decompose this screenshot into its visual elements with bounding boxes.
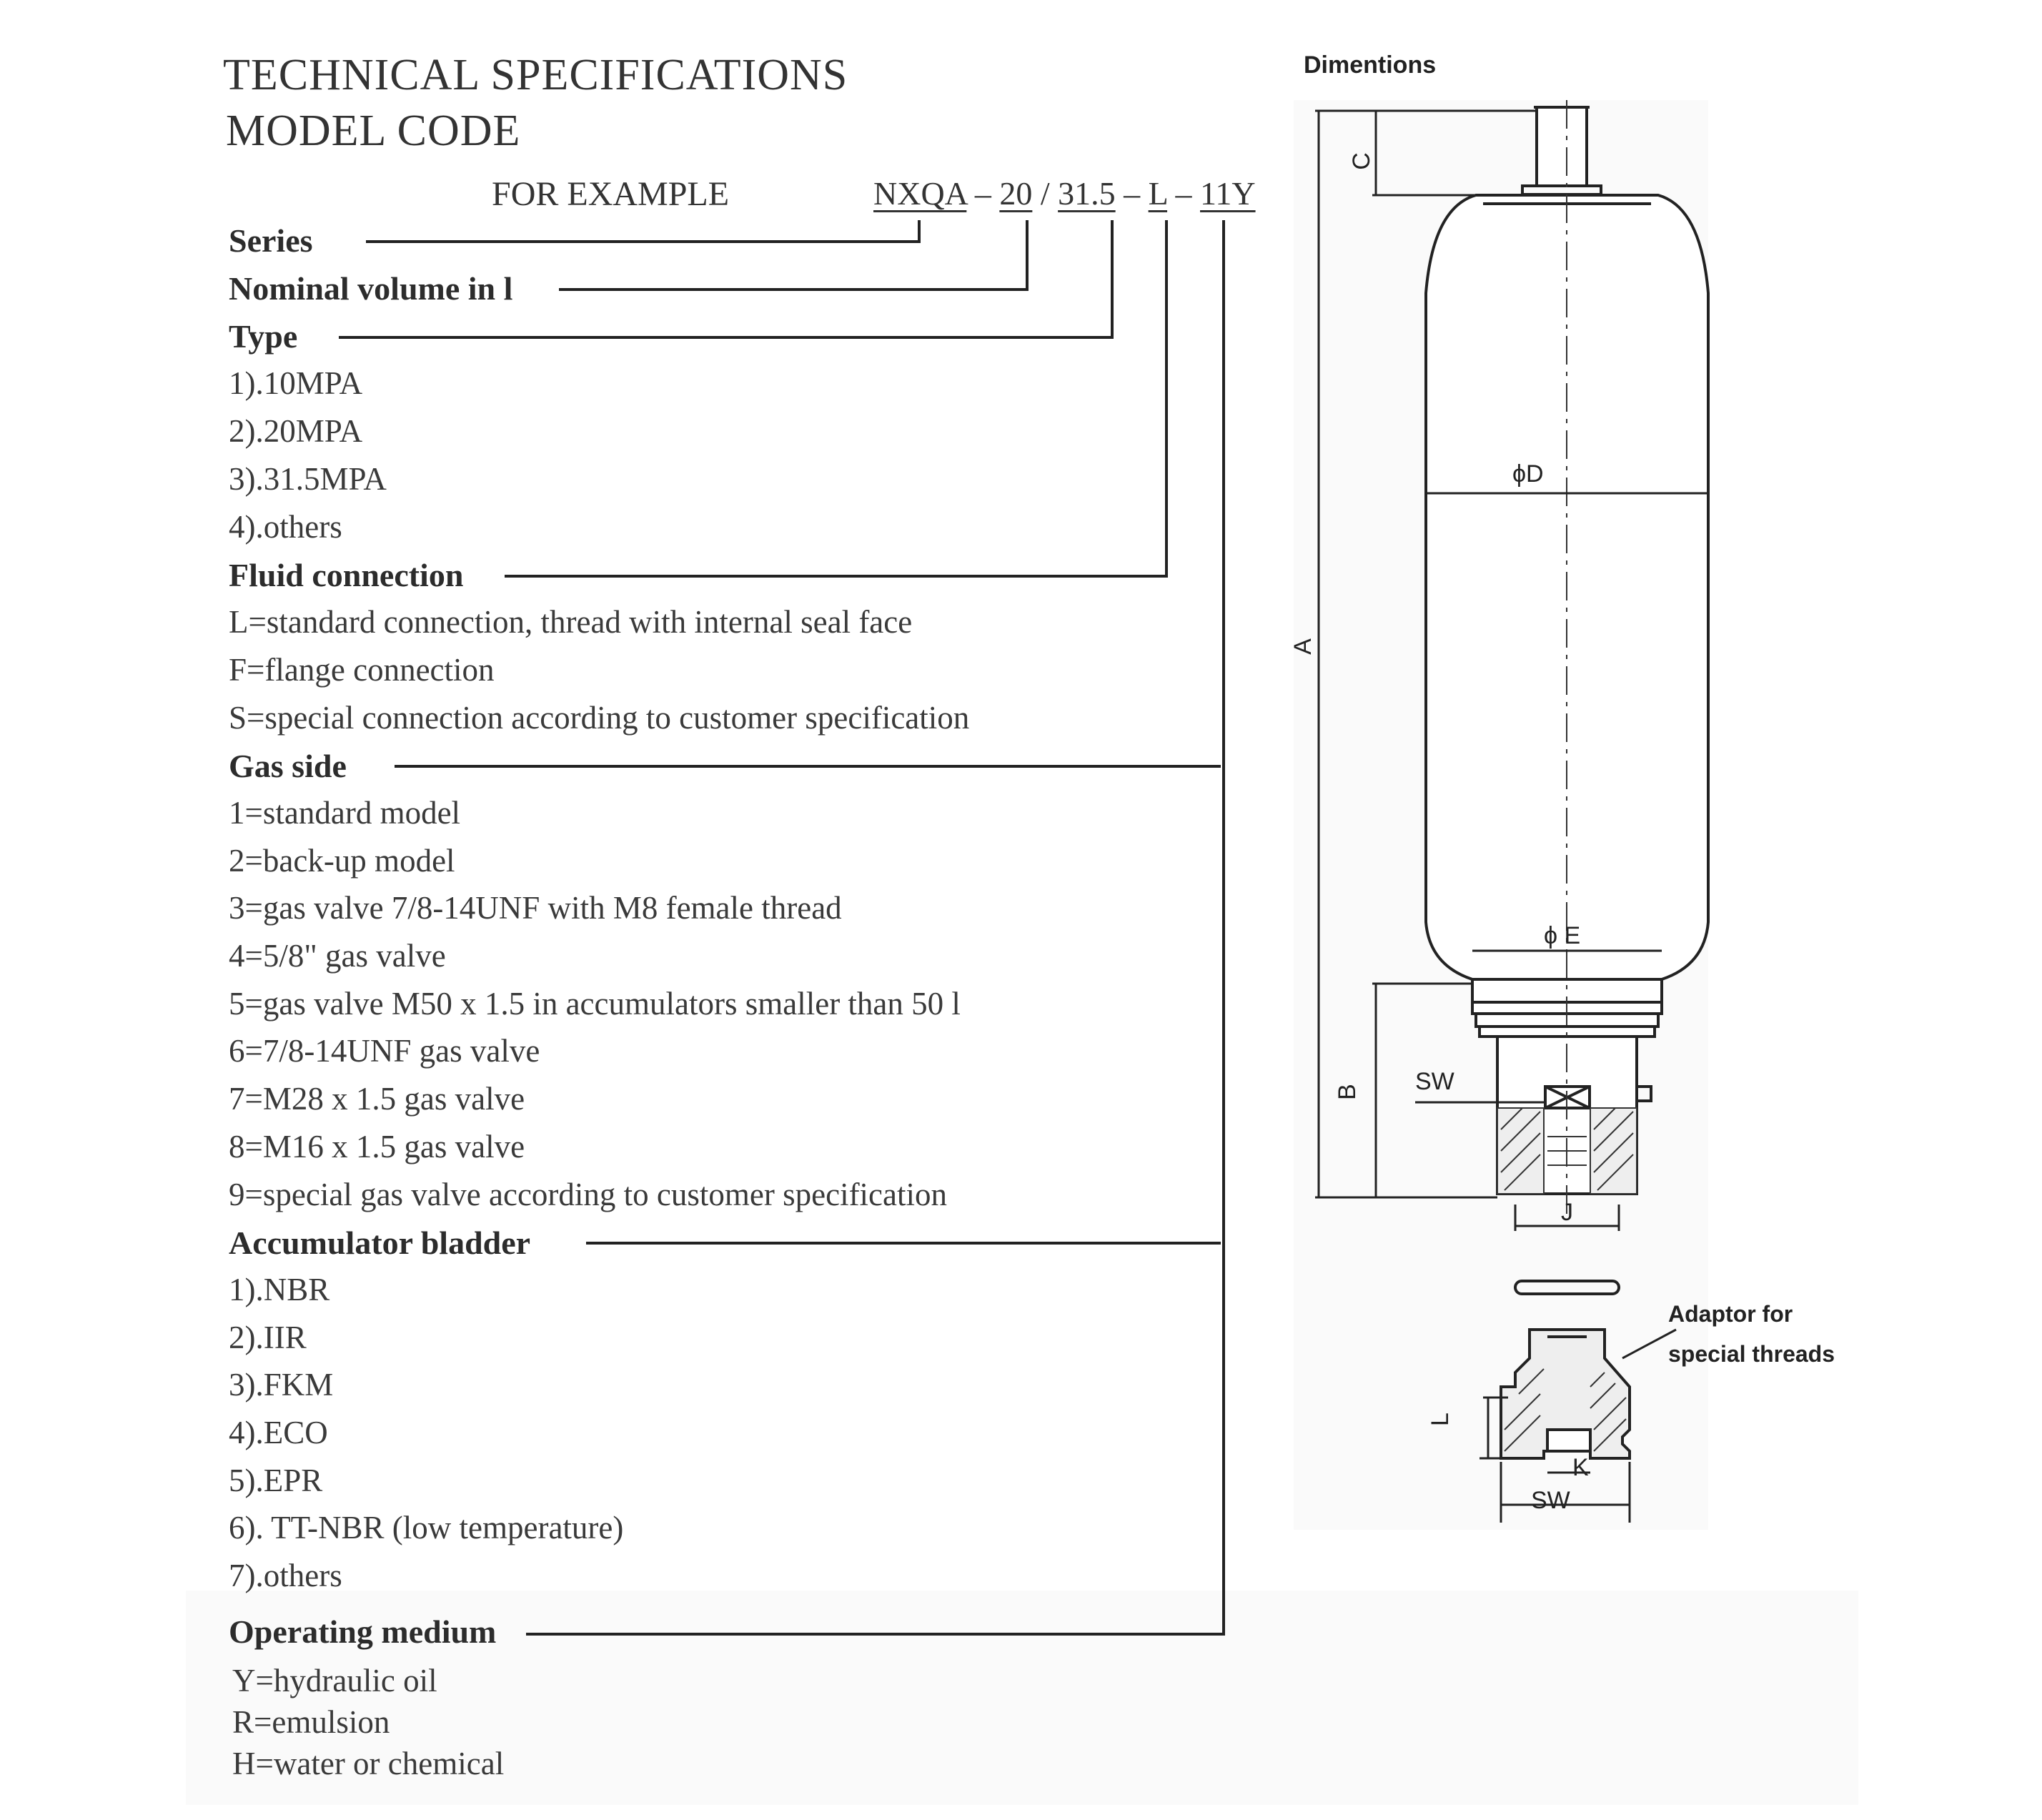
fluid-option: F=flange connection <box>229 652 495 688</box>
medium-option: H=water or chemical <box>232 1746 505 1781</box>
code-gas-bladder-medium: 11Y <box>1200 175 1256 212</box>
gas-option: 2=back-up model <box>229 843 455 879</box>
bladder-option: 2).IIR <box>229 1320 307 1355</box>
dim-label-c: C <box>1347 152 1375 170</box>
code-series: NXQA <box>873 175 967 212</box>
bladder-option: 7).others <box>229 1558 342 1593</box>
gas-valve-stem <box>1537 107 1587 186</box>
dim-label-l: L <box>1426 1413 1454 1426</box>
valve-collar <box>1522 186 1601 194</box>
fluid-option: L=standard connection, thread with internal seal face <box>229 604 913 640</box>
bladder-option: 5).EPR <box>229 1463 323 1498</box>
dim-label-d: ϕD <box>1512 460 1544 488</box>
dim-label-a: A <box>1289 638 1317 655</box>
adaptor-note-line2: special threads <box>1668 1341 1835 1367</box>
gas-heading: Gas side <box>229 748 347 784</box>
gas-option: 6=7/8-14UNF gas valve <box>229 1033 540 1069</box>
code-sep-3: – <box>1175 175 1192 212</box>
bladder-option: 3).FKM <box>229 1367 334 1403</box>
type-option: 3).31.5MPA <box>229 461 387 497</box>
adaptor-note-line1: Adaptor for <box>1668 1301 1793 1327</box>
gas-option: 4=5/8" gas valve <box>229 938 446 974</box>
code-slash: / <box>1040 175 1050 212</box>
leader-fluid <box>505 220 1166 576</box>
medium-heading: Operating medium <box>229 1613 497 1650</box>
dim-label-b: B <box>1333 1084 1361 1100</box>
dim-label-k: K <box>1572 1454 1589 1481</box>
code-sep-1: – <box>974 175 991 212</box>
gas-option: 8=M16 x 1.5 gas valve <box>229 1129 525 1164</box>
code-volume: 20 <box>999 175 1033 212</box>
gas-option: 7=M28 x 1.5 gas valve <box>229 1081 525 1117</box>
fluid-option: S=special connection according to customer specification <box>229 700 970 736</box>
type-option: 2).20MPA <box>229 413 363 449</box>
gas-option: 3=gas valve 7/8-14UNF with M8 female thread <box>229 890 842 926</box>
series-heading: Series <box>229 222 313 259</box>
gas-option: 5=gas valve M50 x 1.5 in accumulators smaller than 50 l <box>229 986 961 1022</box>
bladder-option: 4).ECO <box>229 1415 328 1450</box>
bladder-heading: Accumulator bladder <box>229 1225 531 1261</box>
gas-option: 9=special gas valve according to customer specification <box>229 1177 948 1212</box>
bladder-option: 1).NBR <box>229 1272 330 1307</box>
accumulator-dimension-drawing <box>1301 100 1844 1544</box>
dim-label-sw-bottom: SW <box>1531 1487 1570 1514</box>
page-subtitle: MODEL CODE <box>226 107 521 155</box>
dim-label-sw-top: SW <box>1415 1068 1454 1095</box>
page-title: TECHNICAL SPECIFICATIONS <box>223 51 848 99</box>
leader-series <box>366 220 919 242</box>
type-heading: Type <box>229 318 298 355</box>
dim-label-e: ϕ E <box>1544 922 1581 949</box>
gas-option: 1=standard model <box>229 795 461 831</box>
leader-volume <box>559 220 1027 290</box>
code-fluid: L <box>1148 175 1168 212</box>
medium-option: R=emulsion <box>232 1704 390 1740</box>
leader-medium <box>526 220 1224 1634</box>
code-sep-2: – <box>1124 175 1141 212</box>
fluid-heading: Fluid connection <box>229 557 464 593</box>
dimensions-title: Dimentions <box>1304 51 1437 79</box>
leader-type <box>339 220 1112 337</box>
type-option: 1).10MPA <box>229 365 363 401</box>
type-option: 4).others <box>229 509 342 545</box>
bladder-option: 6). TT-NBR (low temperature) <box>229 1510 624 1545</box>
o-ring <box>1515 1281 1619 1294</box>
medium-option: Y=hydraulic oil <box>232 1663 437 1698</box>
dim-label-j: J <box>1561 1199 1573 1226</box>
code-type: 31.5 <box>1058 175 1116 212</box>
volume-heading: Nominal volume in l <box>229 270 513 307</box>
for-example-label: FOR EXAMPLE <box>492 175 730 213</box>
